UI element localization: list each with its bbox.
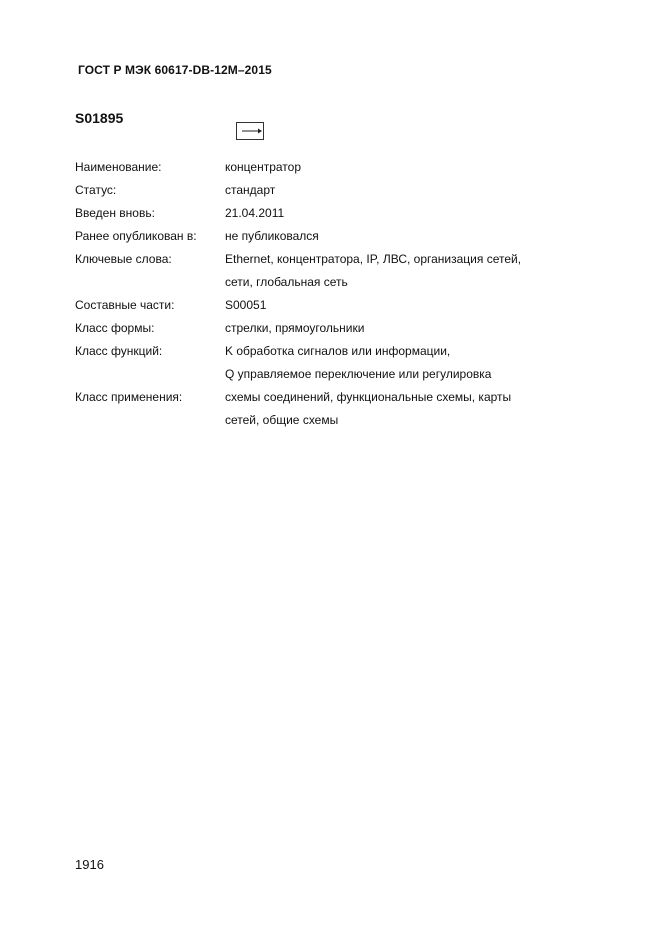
property-value-line: S00051 (225, 298, 267, 312)
property-row (75, 225, 635, 248)
symbol-code: S01895 (75, 110, 124, 126)
property-row (75, 294, 635, 317)
property-value (225, 294, 635, 317)
property-value (225, 202, 635, 225)
property-row (75, 386, 635, 432)
property-value-line: стрелки, прямоугольники (225, 321, 365, 335)
property-value-line: стандарт (225, 183, 276, 197)
property-value (225, 340, 635, 386)
property-label: Составные части: (75, 298, 175, 312)
property-value-line: K обработка сигналов или информации, (225, 344, 451, 358)
property-value (225, 248, 635, 294)
property-value-line: сетей, общие схемы (225, 413, 339, 427)
property-row (75, 156, 635, 179)
property-label: Класс применения: (75, 390, 183, 404)
property-value (225, 225, 635, 248)
property-label: Класс функций: (75, 344, 163, 358)
property-value-line: не публиковался (225, 229, 319, 243)
property-row (75, 340, 635, 386)
property-label: Статус: (75, 183, 117, 197)
property-row (75, 179, 635, 202)
property-label: Класс формы: (75, 321, 155, 335)
property-value-line: схемы соединений, функциональные схемы, карты (225, 390, 512, 404)
property-value (225, 386, 635, 432)
property-row (75, 248, 635, 294)
property-value (225, 156, 635, 179)
property-label: Наименование: (75, 160, 162, 174)
property-value-line: Ethernet, концентратора, IP, ЛВС, организация сетей, (225, 252, 522, 266)
page-number: 1916 (75, 857, 104, 872)
property-label: Ключевые слова: (75, 252, 172, 266)
property-value-line: Q управляемое переключение или регулировка (225, 367, 492, 381)
property-row (75, 317, 635, 340)
property-value-line: концентратор (225, 160, 302, 174)
property-row (75, 202, 635, 225)
property-value (225, 317, 635, 340)
standard-header: ГОСТ Р МЭК 60617-DB-12M–2015 (78, 63, 272, 77)
property-label: Введен вновь: (75, 206, 155, 220)
arrow-right-in-box-icon (236, 122, 264, 140)
properties-list (75, 156, 635, 432)
property-value (225, 179, 635, 202)
property-label: Ранее опубликован в: (75, 229, 197, 243)
property-value-line: сети, глобальная сеть (225, 275, 348, 289)
property-value-line: 21.04.2011 (225, 206, 285, 220)
